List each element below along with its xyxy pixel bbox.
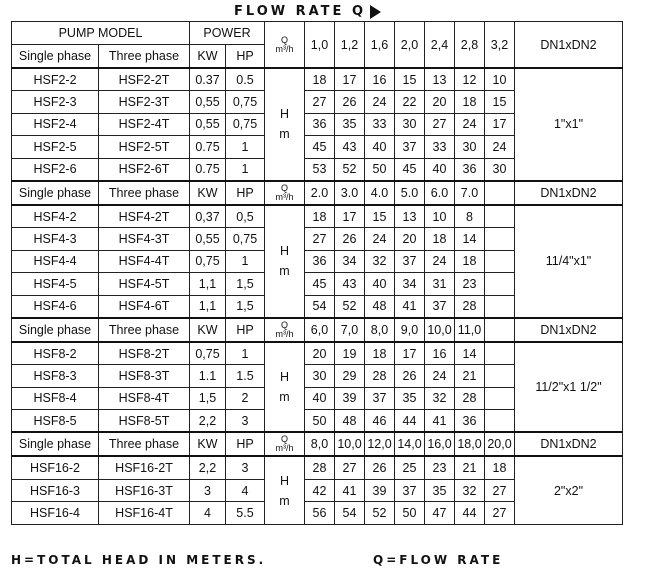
single-phase-model: HSF16-2 — [12, 456, 99, 479]
three-phase-model: HSF4-2T — [99, 205, 190, 228]
kw-value: 4 — [190, 502, 226, 524]
head-value: 42 — [305, 479, 335, 501]
hp-value: 0,75 — [226, 113, 265, 135]
head-value: 22 — [395, 91, 425, 113]
kw-value: 0,55 — [190, 228, 226, 250]
three-phase-model: HSF8-3T — [99, 365, 190, 387]
power-header: POWER — [190, 22, 265, 45]
kw-value: 2,2 — [190, 410, 226, 433]
single-phase-model: HSF2-3 — [12, 91, 99, 113]
table-row — [12, 68, 623, 91]
head-value: 35 — [335, 113, 365, 135]
kw-header: KW — [190, 45, 226, 69]
hp-value: 1 — [226, 136, 265, 158]
table-row — [12, 456, 623, 479]
head-value: 40 — [305, 387, 335, 409]
flow-rate-header: 16,0 — [425, 432, 455, 456]
head-value: 45 — [305, 136, 335, 158]
head-value: 54 — [305, 295, 335, 318]
head-value: 15 — [395, 68, 425, 91]
hp-value: 1 — [226, 250, 265, 272]
flow-rate-title-text: FLOW RATE Q — [234, 4, 367, 19]
single-phase-model: HSF4-3 — [12, 228, 99, 250]
single-phase-header: Single phase — [12, 45, 99, 69]
head-value: 37 — [395, 136, 425, 158]
flow-rate-header: 10,0 — [425, 318, 455, 342]
three-phase-model: HSF16-4T — [99, 502, 190, 524]
q-label: Q — [280, 182, 288, 193]
right-arrow-icon — [370, 5, 381, 19]
kw-value: 0,55 — [190, 113, 226, 135]
head-value — [485, 342, 515, 365]
head-value: 18 — [305, 68, 335, 91]
flow-rate-header: 6,0 — [305, 318, 335, 342]
single-phase-model: HSF2-4 — [12, 113, 99, 135]
head-value — [485, 273, 515, 295]
head-value: 48 — [365, 295, 395, 318]
head-h-label: H — [279, 244, 290, 259]
q-unit-label: m³/h — [275, 43, 294, 54]
flow-rate-header: 1,6 — [365, 22, 395, 69]
head-value: 17 — [335, 68, 365, 91]
three-phase-model: HSF8-4T — [99, 387, 190, 409]
head-value: 17 — [335, 205, 365, 228]
head-value: 43 — [335, 273, 365, 295]
three-phase-header: Three phase — [99, 432, 190, 456]
head-value: 15 — [365, 205, 395, 228]
head-value: 24 — [455, 113, 485, 135]
head-value: 10 — [425, 205, 455, 228]
q-label: Q — [280, 319, 288, 330]
flow-rate-header — [485, 318, 515, 342]
single-phase-model: HSF8-4 — [12, 387, 99, 409]
table-header-row — [12, 22, 623, 45]
head-value: 17 — [485, 113, 515, 135]
flow-rate-header: 18,0 — [455, 432, 485, 456]
hp-header: HP — [226, 45, 265, 69]
head-value: 23 — [455, 273, 485, 295]
hp-value: 0.5 — [226, 68, 265, 91]
flow-rate-header: 12,0 — [365, 432, 395, 456]
kw-value: 3 — [190, 479, 226, 501]
head-value: 43 — [335, 136, 365, 158]
flow-rate-header: 2,8 — [455, 22, 485, 69]
single-phase-header: Single phase — [12, 181, 99, 205]
q-label: Q — [280, 34, 288, 45]
hp-value: 0,5 — [226, 205, 265, 228]
head-value: 54 — [335, 502, 365, 524]
head-value: 35 — [395, 387, 425, 409]
head-value: 13 — [425, 68, 455, 91]
single-phase-model: HSF4-2 — [12, 205, 99, 228]
hp-header: HP — [226, 318, 265, 342]
flow-rate-header: 4.0 — [365, 181, 395, 205]
kw-value: 0.37 — [190, 68, 226, 91]
head-value: 41 — [395, 295, 425, 318]
group-header-row — [12, 181, 623, 205]
head-m-label: m — [279, 264, 290, 279]
three-phase-model: HSF2-3T — [99, 91, 190, 113]
single-phase-model: HSF16-4 — [12, 502, 99, 524]
table-row — [12, 205, 623, 228]
head-value: 34 — [335, 250, 365, 272]
flow-rate-title — [234, 4, 381, 19]
head-value: 17 — [395, 342, 425, 365]
head-m-label: m — [279, 493, 290, 508]
hp-value: 1 — [226, 342, 265, 365]
single-phase-model: HSF2-2 — [12, 68, 99, 91]
head-value: 37 — [395, 250, 425, 272]
head-value: 52 — [335, 158, 365, 181]
three-phase-model: HSF16-3T — [99, 479, 190, 501]
head-value: 12 — [455, 68, 485, 91]
head-value: 18 — [455, 91, 485, 113]
kw-value: 0,55 — [190, 91, 226, 113]
head-value: 20 — [395, 228, 425, 250]
head-unit-cell — [265, 342, 305, 433]
hp-header: HP — [226, 181, 265, 205]
head-value: 26 — [335, 91, 365, 113]
connection-size: 1"x1" — [515, 68, 623, 181]
head-value: 19 — [335, 342, 365, 365]
group-header-row — [12, 318, 623, 342]
single-phase-model: HSF16-3 — [12, 479, 99, 501]
head-value: 37 — [425, 295, 455, 318]
dn-header: DN1xDN2 — [515, 318, 623, 342]
three-phase-model: HSF2-6T — [99, 158, 190, 181]
flow-rate-header: 5.0 — [395, 181, 425, 205]
three-phase-header: Three phase — [99, 181, 190, 205]
q-unit-label: m³/h — [275, 443, 294, 454]
head-value: 28 — [455, 387, 485, 409]
flow-rate-header: 2.0 — [305, 181, 335, 205]
head-unit-cell — [265, 68, 305, 181]
head-value — [485, 250, 515, 272]
head-value: 24 — [365, 228, 395, 250]
head-value: 44 — [395, 410, 425, 433]
head-value: 45 — [395, 158, 425, 181]
q-label: Q — [280, 434, 288, 445]
head-value: 8 — [455, 205, 485, 228]
hp-value: 3 — [226, 410, 265, 433]
flow-rate-header: 8,0 — [305, 432, 335, 456]
head-value — [485, 205, 515, 228]
single-phase-header: Single phase — [12, 318, 99, 342]
head-value: 32 — [365, 250, 395, 272]
kw-value: 0,37 — [190, 205, 226, 228]
kw-value: 0.75 — [190, 136, 226, 158]
head-value: 31 — [425, 273, 455, 295]
head-value: 34 — [395, 273, 425, 295]
head-value: 20 — [305, 342, 335, 365]
flow-rate-header: 7,0 — [335, 318, 365, 342]
head-value: 52 — [365, 502, 395, 524]
three-phase-model: HSF16-2T — [99, 456, 190, 479]
single-phase-model: HSF2-6 — [12, 158, 99, 181]
group-header-row — [12, 432, 623, 456]
head-value: 18 — [455, 250, 485, 272]
head-value: 26 — [335, 228, 365, 250]
kw-value: 1,5 — [190, 387, 226, 409]
connection-size: 11/4"x1" — [515, 205, 623, 318]
head-value — [485, 387, 515, 409]
kw-value: 0.75 — [190, 158, 226, 181]
head-value: 40 — [365, 136, 395, 158]
head-value: 40 — [425, 158, 455, 181]
head-value: 10 — [485, 68, 515, 91]
head-value: 53 — [305, 158, 335, 181]
head-value: 18 — [425, 228, 455, 250]
head-value: 52 — [335, 295, 365, 318]
head-value: 56 — [305, 502, 335, 524]
head-value: 25 — [395, 456, 425, 479]
hp-value: 2 — [226, 387, 265, 409]
hp-header: HP — [226, 432, 265, 456]
three-phase-model: HSF4-5T — [99, 273, 190, 295]
head-value: 41 — [335, 479, 365, 501]
head-value: 33 — [425, 136, 455, 158]
head-value: 28 — [455, 295, 485, 318]
head-value: 24 — [485, 136, 515, 158]
kw-value: 0,75 — [190, 342, 226, 365]
q-unit-label: m³/h — [275, 328, 294, 339]
head-value: 14 — [455, 342, 485, 365]
kw-value: 1.1 — [190, 365, 226, 387]
head-value: 27 — [305, 228, 335, 250]
kw-value: 0,75 — [190, 250, 226, 272]
head-value: 27 — [485, 479, 515, 501]
kw-value: 2,2 — [190, 456, 226, 479]
table-row — [12, 342, 623, 365]
kw-value: 1,1 — [190, 273, 226, 295]
three-phase-model: HSF4-3T — [99, 228, 190, 250]
head-value: 37 — [395, 479, 425, 501]
head-value: 40 — [365, 273, 395, 295]
flow-rate-header: 1,0 — [305, 22, 335, 69]
head-value: 30 — [455, 136, 485, 158]
flow-rate-header: 2,0 — [395, 22, 425, 69]
head-value — [485, 295, 515, 318]
head-value: 39 — [335, 387, 365, 409]
head-value: 18 — [365, 342, 395, 365]
three-phase-model: HSF2-4T — [99, 113, 190, 135]
head-value: 18 — [485, 456, 515, 479]
head-value: 14 — [455, 228, 485, 250]
head-value: 27 — [335, 456, 365, 479]
hp-value: 1,5 — [226, 295, 265, 318]
flow-rate-header: 11,0 — [455, 318, 485, 342]
flow-rate-header: 20,0 — [485, 432, 515, 456]
q-unit-header — [265, 22, 305, 69]
head-value: 26 — [365, 456, 395, 479]
single-phase-model: HSF8-3 — [12, 365, 99, 387]
head-m-label: m — [279, 390, 290, 405]
head-value: 28 — [365, 365, 395, 387]
head-value: 27 — [305, 91, 335, 113]
head-h-label: H — [279, 370, 290, 385]
head-value: 50 — [395, 502, 425, 524]
three-phase-model: HSF2-5T — [99, 136, 190, 158]
head-m-label: m — [279, 127, 290, 142]
connection-size: 11/2"x1 1/2" — [515, 342, 623, 433]
head-value — [485, 410, 515, 433]
head-value: 21 — [455, 365, 485, 387]
single-phase-model: HSF4-4 — [12, 250, 99, 272]
three-phase-model: HSF8-2T — [99, 342, 190, 365]
head-unit-cell — [265, 205, 305, 318]
head-unit-cell — [265, 456, 305, 524]
head-value: 36 — [455, 410, 485, 433]
head-value: 45 — [305, 273, 335, 295]
kw-header: KW — [190, 181, 226, 205]
head-value: 48 — [335, 410, 365, 433]
pump-performance-table — [11, 21, 623, 525]
head-value: 16 — [365, 68, 395, 91]
head-value: 36 — [455, 158, 485, 181]
head-legend: H=TOTAL HEAD IN METERS. — [11, 553, 267, 567]
flow-rate-header: 14,0 — [395, 432, 425, 456]
flow-rate-header — [485, 181, 515, 205]
head-value: 16 — [425, 342, 455, 365]
head-value: 24 — [425, 250, 455, 272]
kw-header: KW — [190, 432, 226, 456]
head-value: 50 — [365, 158, 395, 181]
head-value: 27 — [425, 113, 455, 135]
head-value: 28 — [305, 456, 335, 479]
head-h-label: H — [279, 107, 290, 122]
head-value: 15 — [485, 91, 515, 113]
q-unit-header — [265, 181, 305, 205]
head-h-label: H — [279, 473, 290, 488]
head-value: 41 — [425, 410, 455, 433]
head-value: 29 — [335, 365, 365, 387]
pump-model-header: PUMP MODEL — [12, 22, 190, 45]
connection-size: 2"x2" — [515, 456, 623, 524]
three-phase-header: Three phase — [99, 45, 190, 69]
single-phase-model: HSF4-5 — [12, 273, 99, 295]
head-value: 26 — [395, 365, 425, 387]
flow-rate-header: 6.0 — [425, 181, 455, 205]
q-unit-header — [265, 432, 305, 456]
head-value: 50 — [305, 410, 335, 433]
three-phase-model: HSF4-6T — [99, 295, 190, 318]
head-value: 46 — [365, 410, 395, 433]
flow-rate-header: 1,2 — [335, 22, 365, 69]
head-value: 23 — [425, 456, 455, 479]
head-value: 32 — [455, 479, 485, 501]
head-value: 18 — [305, 205, 335, 228]
kw-header: KW — [190, 318, 226, 342]
head-value — [485, 365, 515, 387]
head-value: 13 — [395, 205, 425, 228]
head-value: 39 — [365, 479, 395, 501]
head-value: 20 — [425, 91, 455, 113]
hp-value: 3 — [226, 456, 265, 479]
three-phase-header: Three phase — [99, 318, 190, 342]
q-unit-label: m³/h — [275, 191, 294, 202]
head-value: 37 — [365, 387, 395, 409]
head-value: 21 — [455, 456, 485, 479]
head-value: 30 — [305, 365, 335, 387]
single-phase-model: HSF8-5 — [12, 410, 99, 433]
three-phase-model: HSF2-2T — [99, 68, 190, 91]
q-unit-header — [265, 318, 305, 342]
hp-value: 5.5 — [226, 502, 265, 524]
single-phase-model: HSF8-2 — [12, 342, 99, 365]
kw-value: 1,1 — [190, 295, 226, 318]
three-phase-model: HSF8-5T — [99, 410, 190, 433]
hp-value: 0,75 — [226, 91, 265, 113]
head-value: 33 — [365, 113, 395, 135]
hp-value: 1.5 — [226, 365, 265, 387]
head-value: 36 — [305, 250, 335, 272]
flow-rate-header: 9,0 — [395, 318, 425, 342]
flow-rate-header: 8,0 — [365, 318, 395, 342]
flow-rate-header: 3,2 — [485, 22, 515, 69]
head-value: 30 — [485, 158, 515, 181]
flow-rate-header: 10,0 — [335, 432, 365, 456]
head-value: 24 — [425, 365, 455, 387]
flow-rate-header: 2,4 — [425, 22, 455, 69]
single-phase-model: HSF2-5 — [12, 136, 99, 158]
head-value: 27 — [485, 502, 515, 524]
three-phase-model: HSF4-4T — [99, 250, 190, 272]
dn-header: DN1xDN2 — [515, 181, 623, 205]
single-phase-model: HSF4-6 — [12, 295, 99, 318]
flow-rate-header: 3.0 — [335, 181, 365, 205]
head-value — [485, 228, 515, 250]
head-value: 32 — [425, 387, 455, 409]
head-value: 36 — [305, 113, 335, 135]
hp-value: 1,5 — [226, 273, 265, 295]
single-phase-header: Single phase — [12, 432, 99, 456]
hp-value: 4 — [226, 479, 265, 501]
hp-value: 0,75 — [226, 228, 265, 250]
head-value: 35 — [425, 479, 455, 501]
flow-rate-header: 7.0 — [455, 181, 485, 205]
dn-header: DN1xDN2 — [515, 22, 623, 69]
head-value: 47 — [425, 502, 455, 524]
hp-value: 1 — [226, 158, 265, 181]
head-value: 30 — [395, 113, 425, 135]
head-value: 24 — [365, 91, 395, 113]
head-value: 44 — [455, 502, 485, 524]
flow-legend: Q=FLOW RATE — [373, 553, 504, 567]
dn-header: DN1xDN2 — [515, 432, 623, 456]
